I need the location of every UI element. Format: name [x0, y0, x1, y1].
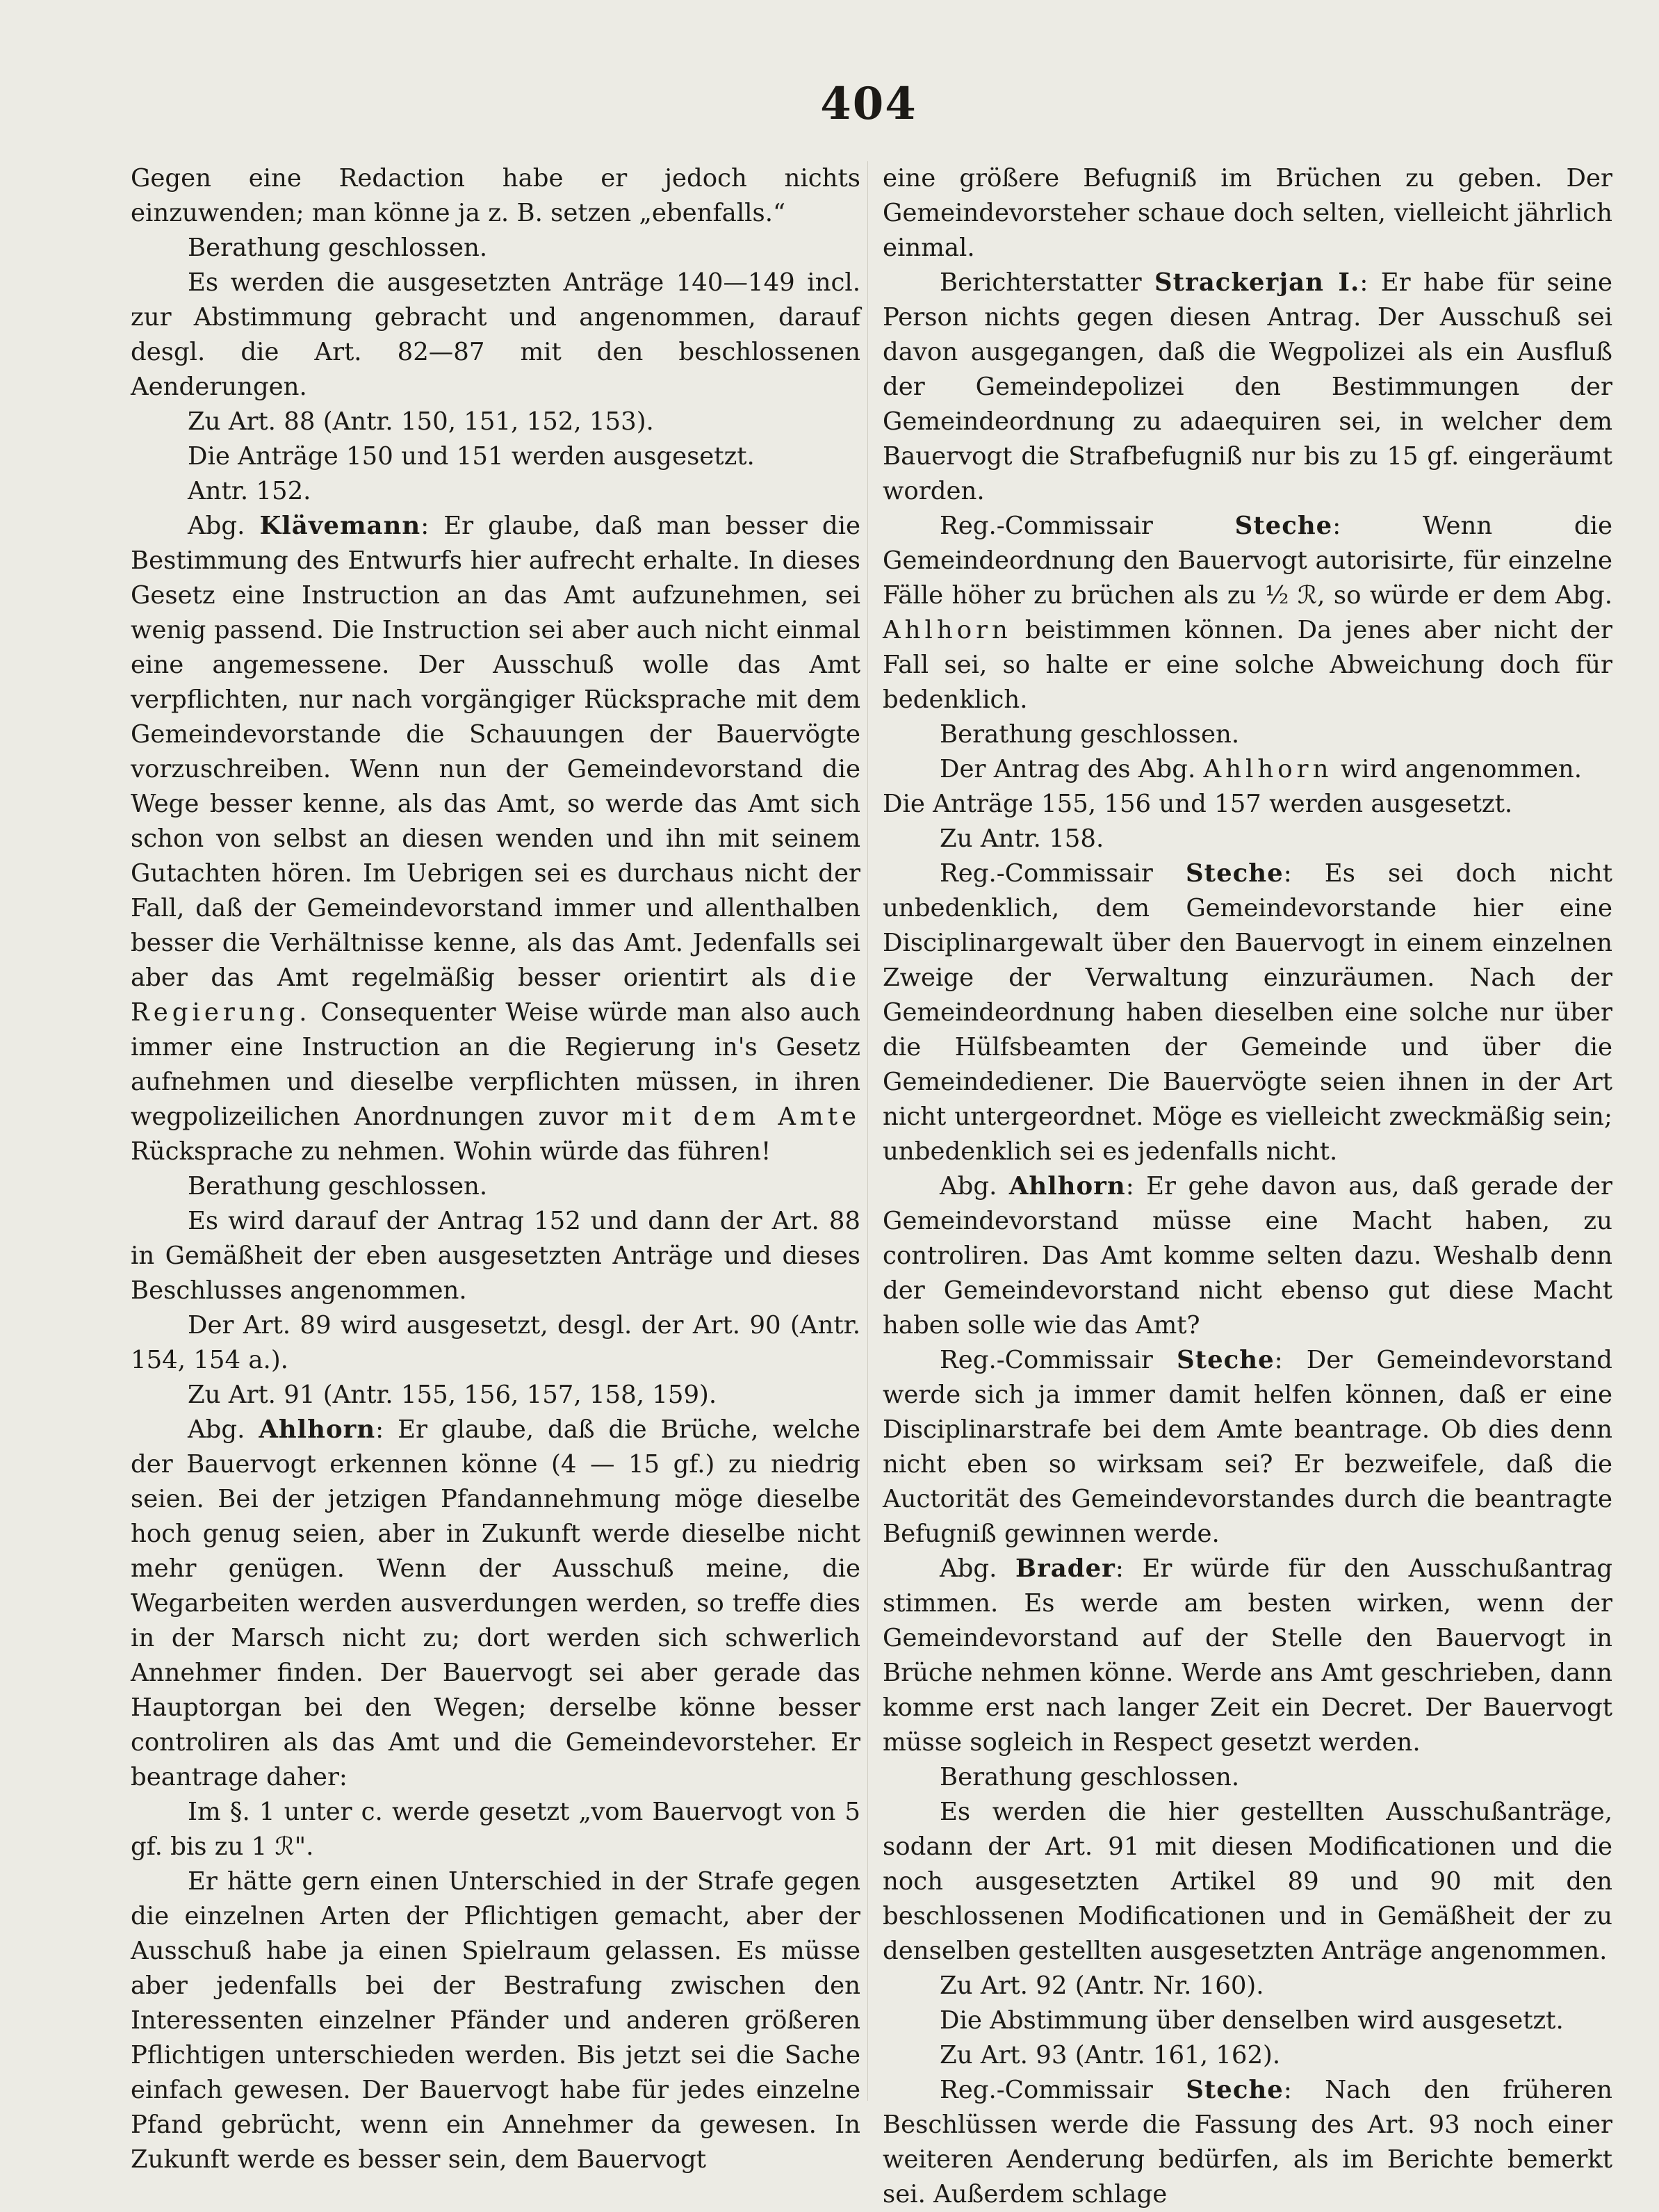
spaced-text: mit dem Amte — [621, 1103, 860, 1131]
page-number: 404 — [820, 78, 917, 130]
paragraph: Zu Art. 92 (Antr. Nr. 160). — [940, 1971, 1264, 2000]
motion-text: Im §. 1 unter c. werde gesetzt „vom Bauervogt von 5 gf. bis zu 1 ℛ". — [131, 1798, 860, 1861]
paragraph: Zu Art. 93 (Antr. 161, 162). — [940, 2041, 1281, 2069]
paragraph: Er hätte gern einen Unterschied in der Strafe gegen die einzelnen Arten der Pflichtigen gemacht, aber der Ausschuß habe ja einen Spielraum gelassen. Es müsse aber jedenfalls bei der Bestrafung zwischen den Interessenten einzelner Pfänder und anderen größeren Pflichtigen unterschieden werden. Bis jetzt sei die Sache einfach gewesen. Der Bauervogt habe für jedes einzelne Pfand gebrücht, wenn ein Annehmer da gewesen. In Zukunft werde es besser sein, dem Bauervogt — [131, 1867, 860, 2174]
speech-paragraph — [131, 509, 860, 1169]
speech-text: Rücksprache zu nehmen. Wohin würde das führen! — [131, 1137, 771, 1166]
right-column — [883, 161, 1612, 2212]
paragraph: Berathung geschlossen. — [940, 720, 1240, 749]
speech-paragraph — [883, 2073, 1612, 2212]
paragraph — [883, 752, 1612, 787]
paragraph: Zu Art. 88 (Antr. 150, 151, 152, 153). — [188, 407, 654, 436]
speech-text: : Wenn die Gemeindeordnung den Bauervogt autorisirte, für einzelne Fälle höher zu brüchen als zu ½ ℛ, so würde er dem Abg. — [883, 512, 1612, 610]
speaker-title: Abg. — [940, 1554, 997, 1583]
speaker-name: Steche — [1186, 859, 1284, 888]
paragraph: Gegen eine Redaction habe er jedoch nichts einzuwenden; man könne ja z. B. setzen „ebenfalls.“ — [131, 164, 860, 227]
left-column — [131, 161, 860, 2177]
speech-paragraph — [131, 1413, 860, 1795]
paragraph: Die Anträge 150 und 151 werden ausgesetzt. — [188, 442, 755, 471]
speech-paragraph — [883, 1343, 1612, 1552]
speech-paragraph — [883, 509, 1612, 717]
paragraph: Es werden die ausgesetzten Anträge 140—149 incl. zur Abstimmung gebracht und angenommen, darauf desgl. die Art. 82—87 mit den beschlossenen Aenderungen. — [131, 268, 860, 401]
speaker-name: Ahlhorn — [259, 1415, 376, 1444]
speaker-name: Steche — [1177, 1346, 1275, 1374]
spaced-text: Ahlhorn — [883, 616, 1012, 644]
paragraph: Die Anträge 155, 156 und 157 werden ausgesetzt. — [883, 790, 1513, 818]
speech-paragraph — [883, 1552, 1612, 1760]
column-divider — [867, 161, 868, 2101]
speaker-title: Abg. — [188, 1415, 245, 1444]
speech-text: : Nach den früheren Beschlüssen werde die Fassung des Art. 93 noch einer weiteren Aenderung bedürfen, als im Berichte bemerkt sei. Außerdem schlage — [883, 2076, 1612, 2209]
speaker-name: Klävemann — [259, 512, 421, 540]
paragraph: Berathung geschlossen. — [188, 1172, 488, 1201]
spaced-text: die Regierung. — [131, 963, 860, 1027]
paragraph: Es werden die hier gestellten Ausschußanträge, sodann der Art. 91 mit diesen Modificationen und die noch ausgesetzten Artikel 89 und 90 mit den beschlossenen Modificationen und in Gemäßheit der zu denselben gestellten ausgesetzten Anträge angenommen. — [883, 1798, 1612, 1965]
speech-paragraph — [883, 1169, 1612, 1343]
paragraph: Antr. 152. — [188, 477, 311, 505]
speech-text: : Er glaube, daß die Brüche, welche der Bauervogt erkennen könne (4 — 15 gf.) zu niedrig seien. Bei der jetzigen Pfandannehmung möge dieselbe hoch genug seien, aber in Zukunft werde dieselbe nicht mehr genügen. Wenn der Ausschuß meine, die Wegarbeiten werden ausverdungen werden, so treffe dies in der Marsch nicht zu; dort werden sich schwerlich Annehmer finden. Der Bauervogt sei aber gerade das Hauptorgan bei den Wegen; derselbe könne besser controliren als das Amt und die Gemeindevorsteher. Er beantrage daher: — [131, 1415, 860, 1791]
text: wird angenommen. — [1340, 755, 1582, 783]
paragraph: eine größere Befugniß im Brüchen zu geben. Der Gemeindevorsteher schaue doch selten, vielleicht jährlich einmal. — [883, 164, 1612, 262]
speech-text: Consequenter Weise würde man also auch immer eine Instruction an die Regierung in's Gesetz aufnehmen und dieselbe verpflichten müssen, in ihren wegpolizeilichen Anordnungen zuvor — [131, 998, 860, 1131]
paragraph: Zu Art. 91 (Antr. 155, 156, 157, 158, 159). — [188, 1381, 717, 1409]
speaker-name: Steche — [1186, 2076, 1284, 2104]
speech-paragraph — [883, 266, 1612, 509]
speaker-name: Strackerjan I. — [1154, 268, 1360, 297]
speech-text: : Der Gemeindevorstand werde sich ja immer damit helfen können, daß er eine Disciplinarstrafe bei dem Amte beantrage. Ob dies denn nicht eben so wirksam sei? Er bezweifele, daß die Auctorität des Gemeindevorstandes durch die beantragte Befugniß gewinnen werde. — [883, 1346, 1612, 1548]
speech-text: : Er glaube, daß man besser die Bestimmung des Entwurfs hier aufrecht erhalte. In dieses Gesetz eine Instruction an das Amt aufzunehmen, sei wenig passend. Die Instruction sei aber auch nicht einmal eine angemessene. Der Ausschuß wolle das Amt verpflichten, nur nach vorgängiger Rücksprache mit dem Gemeindevorstande die Schauungen der Bauervögte vorzuschreiben. Wenn nun der Gemeindevorstand die Wege besser kenne, als das Amt, so werde das Amt sich schon von selbst an diesen wenden und ihn mit seinem Gutachten hören. Im Uebrigen sei es durchaus nicht der Fall, daß der Gemeindevorstand immer und allenthalben besser die Verhältnisse kenne, als das Amt. Jedenfalls sei aber das Amt regelmäßig besser orientirt als — [131, 512, 860, 992]
paragraph: Zu Antr. 158. — [940, 824, 1104, 853]
speaker-name: Steche — [1234, 512, 1333, 540]
speaker-name: Brader — [1015, 1554, 1115, 1583]
speaker-title: Reg.-Commissair — [940, 859, 1153, 888]
speech-text: : Er gehe davon aus, daß gerade der Gemeindevorstand müsse eine Macht haben, zu controliren. Das Amt komme selten dazu. Weshalb denn der Gemeindevorstand nicht ebenso gut diese Macht haben solle wie das Amt? — [883, 1172, 1612, 1340]
paragraph: Die Abstimmung über denselben wird ausgesetzt. — [940, 2006, 1564, 2035]
paragraph: Berathung geschlossen. — [940, 1763, 1240, 1791]
paragraph: Der Art. 89 wird ausgesetzt, desgl. der Art. 90 (Antr. 154, 154 a.). — [131, 1311, 860, 1374]
speaker-title: Reg.-Commissair — [940, 2076, 1153, 2104]
speech-text: : Es sei doch nicht unbedenklich, dem Gemeindevorstande hier eine Disciplinargewalt über den Bauervogt in einem einzelnen Zweige der Verwaltung einzuräumen. Nach der Gemeindeordnung haben dieselben eine solche nur über die Hülfsbeamten der Gemeinde und über die Gemeindediener. Die Bauervögte seien ihnen in der Art nicht untergeordnet. Möge es vielleicht zweckmäßig sein; unbedenklich sei es jedenfalls nicht. — [883, 859, 1612, 1166]
speech-text: : Er würde für den Ausschußantrag stimmen. Es werde am besten wirken, wenn der Gemeindevorstand auf der Stelle den Bauervogt in Brüche nehmen könne. Werde ans Amt geschrieben, dann komme erst nach langer Zeit ein Decret. Der Bauervogt müsse sogleich in Respect gesetzt werden. — [883, 1554, 1612, 1757]
speaker-title: Abg. — [940, 1172, 997, 1201]
speech-text: : Er habe für seine Person nichts gegen diesen Antrag. Der Ausschuß sei davon ausgegangen, daß die Wegpolizei als ein Ausfluß der Gemeindepolizei den Bestimmungen der Gemeindeordnung zu adaequiren sei, in welcher dem Bauervogt die Strafbefugniß nur bis zu 15 gf. eingeräumt worden. — [883, 268, 1612, 505]
speech-paragraph — [883, 856, 1612, 1169]
speaker-title: Berichterstatter — [940, 268, 1142, 297]
spaced-text: Ahlhorn — [1203, 755, 1333, 783]
speaker-title: Abg. — [188, 512, 245, 540]
speaker-title: Reg.-Commissair — [940, 512, 1153, 540]
paragraph: Berathung geschlossen. — [188, 234, 488, 262]
speaker-name: Ahlhorn — [1008, 1172, 1126, 1201]
text: Der Antrag des Abg. — [940, 755, 1196, 783]
paragraph: Es wird darauf der Antrag 152 und dann der Art. 88 in Gemäßheit der eben ausgesetzten Anträge und dieses Beschlusses angenommen. — [131, 1207, 860, 1305]
speech-text: beistimmen können. Da jenes aber nicht der Fall sei, so halte er eine solche Abweichung doch für bedenklich. — [883, 616, 1612, 714]
speaker-title: Reg.-Commissair — [940, 1346, 1153, 1374]
